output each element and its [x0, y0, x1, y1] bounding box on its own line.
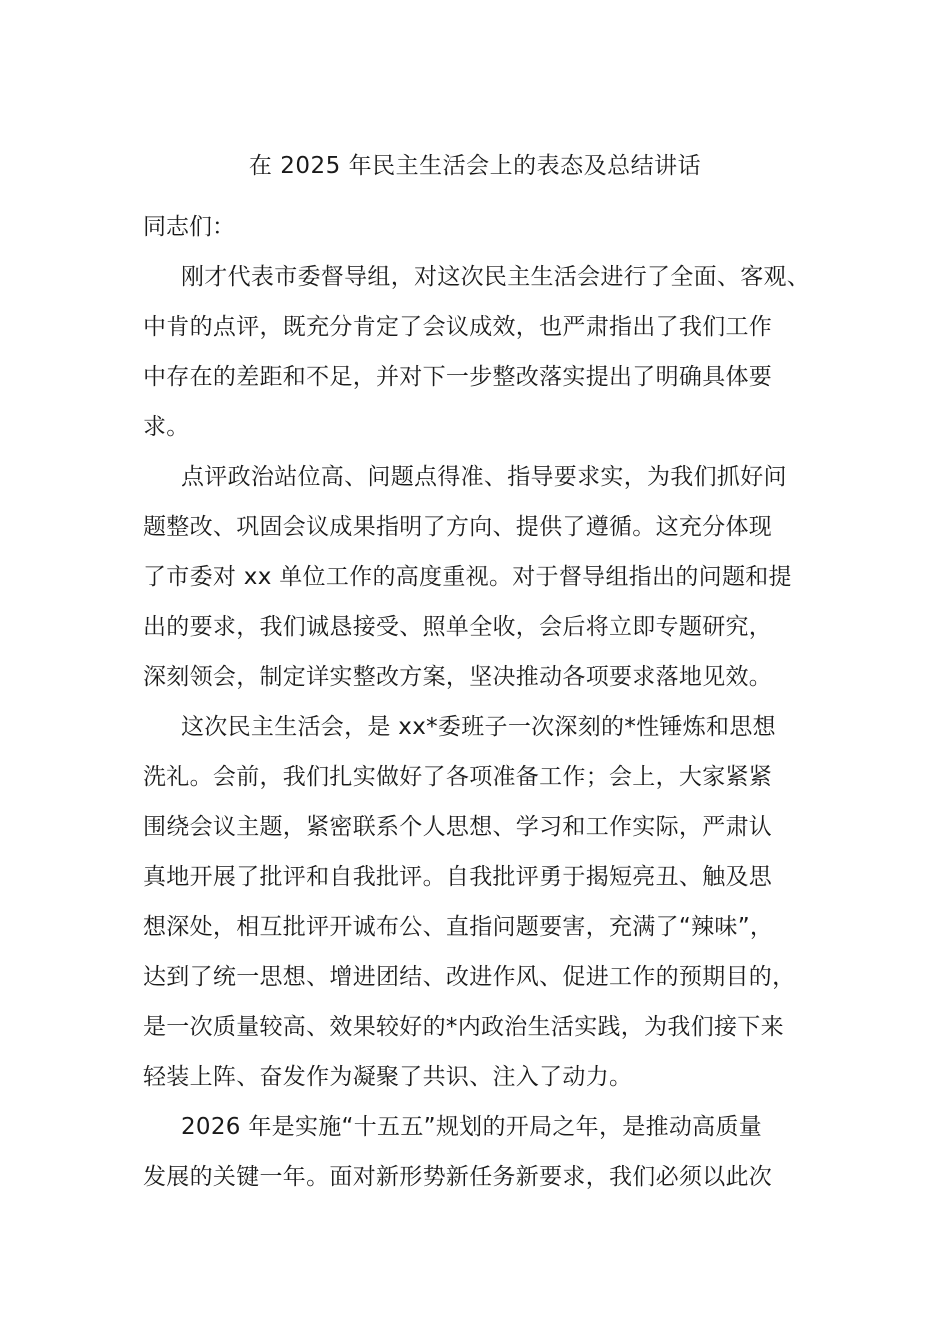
salutation: 同志们：: [143, 214, 235, 240]
text-line: 刚才代表市委督导组，对这次民主生活会进行了全面、客观、: [181, 264, 811, 290]
text-line: 是一次质量较高、效果较好的*内政治生活实践，为我们接下来: [143, 1014, 784, 1040]
text-line: 求。: [143, 414, 190, 440]
paragraph-2: [143, 452, 808, 702]
text-line: 发展的关键一年。面对新形势新任务新要求，我们必须以此次: [143, 1164, 773, 1190]
text-line: 中肯的点评，既充分肯定了会议成效，也严肃指出了我们工作: [143, 314, 773, 340]
text-line: 出的要求，我们诚恳接受、照单全收，会后将立即专题研究，: [143, 614, 773, 640]
paragraph-3: [143, 702, 808, 1102]
text-line: 中存在的差距和不足，并对下一步整改落实提出了明确具体要: [143, 364, 773, 390]
text-line: 题整改、巩固会议成果指明了方向、提供了遵循。这充分体现: [143, 514, 773, 540]
text-line: 2026 年是实施“十五五”规划的开局之年，是推动高质量: [181, 1114, 763, 1140]
document-title: 在 2025 年民主生活会上的表态及总结讲话: [248, 153, 702, 179]
text-line: 点评政治站位高、问题点得准、指导要求实，为我们抓好问: [181, 464, 787, 490]
text-line: 想深处，相互批评开诚布公、直指问题要害，充满了“辣味”，: [143, 914, 774, 940]
paragraph-1: [143, 252, 811, 452]
text-line: 洗礼。会前，我们扎实做好了各项准备工作；会上，大家紧紧: [143, 764, 773, 790]
text-line: 达到了统一思想、增进团结、改进作风、促进工作的预期目的，: [143, 964, 796, 990]
text-line: 轻装上阵、奋发作为凝聚了共识、注入了动力。: [143, 1064, 633, 1090]
text-line: 了市委对 xx 单位工作的高度重视。对于督导组指出的问题和提: [143, 564, 792, 590]
text-line: 深刻领会，制定详实整改方案，坚决推动各项要求落地见效。: [143, 664, 773, 690]
text-line: 这次民主生活会，是 xx*委班子一次深刻的*性锤炼和思想: [181, 714, 776, 740]
document-body: [143, 208, 811, 1202]
paragraph-4: [143, 1102, 808, 1202]
text-line: 围绕会议主题，紧密联系个人思想、学习和工作实际，严肃认: [143, 814, 773, 840]
text-line: 真地开展了批评和自我批评。自我批评勇于揭短亮丑、触及思: [143, 864, 773, 890]
